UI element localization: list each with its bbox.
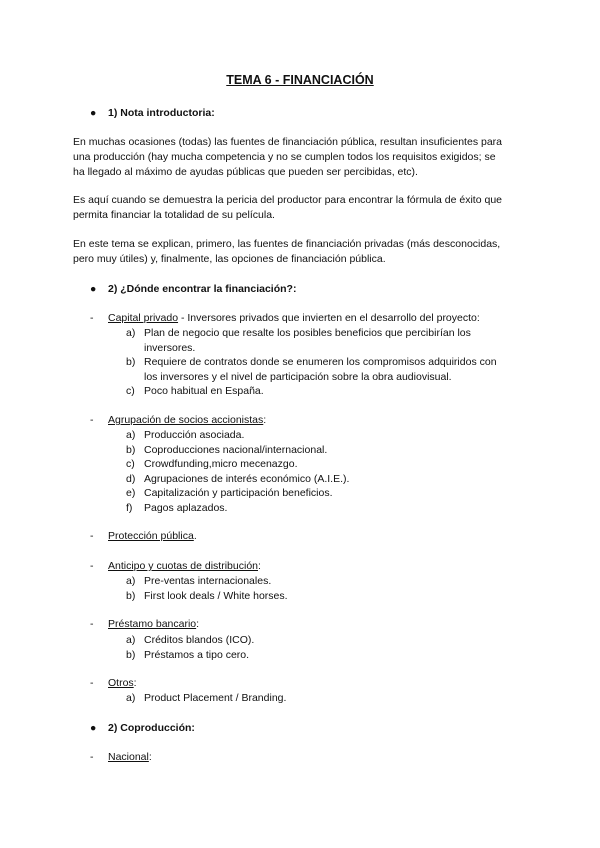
sub-item: [126, 326, 526, 355]
item-text: - Inversores privados que invierten en el desarrollo del proyecto:: [178, 312, 480, 324]
sub-item-marker: a): [126, 327, 136, 339]
list-item-capital-privado: [90, 312, 480, 324]
sub-item: [126, 633, 526, 648]
dash-marker: -: [90, 560, 94, 572]
item-label: Capital privado: [108, 312, 179, 324]
item-label: Préstamo bancario: [108, 618, 197, 630]
sub-item: [126, 472, 526, 487]
list-item-prestamo-bancario: [90, 618, 199, 630]
sub-item: [126, 648, 526, 663]
bullet-icon: ●: [90, 722, 97, 734]
sub-item-marker: c): [126, 385, 135, 397]
sub-item: [126, 574, 526, 589]
dash-marker: -: [90, 618, 94, 630]
item-text: :: [263, 414, 267, 426]
item-text: :: [148, 751, 152, 763]
paragraph-line: permita financiar la totalidad de su película.: [73, 209, 275, 221]
heading-text: 1) Nota introductoria:: [108, 107, 215, 119]
dash-marker: -: [90, 751, 94, 763]
sub-item-marker: a): [126, 575, 136, 587]
sub-item-text: Pre-ventas internacionales.: [144, 575, 272, 587]
sub-item-text: Producción asociada.: [144, 429, 245, 441]
sub-item: [126, 589, 526, 604]
section-heading-nota-introductoria: [90, 107, 215, 119]
heading-text: 2) ¿Dónde encontrar la financiación?:: [108, 283, 297, 295]
item-text: .: [193, 530, 197, 542]
bullet-icon: ●: [90, 283, 97, 295]
sub-item: [126, 443, 526, 458]
list-item-proteccion-publica: [90, 530, 197, 542]
sub-item-text: inversores.: [144, 341, 196, 354]
sub-item-text: Préstamos a tipo cero.: [144, 649, 250, 661]
paragraph-line: Es aquí cuando se demuestra la pericia del productor para encontrar la fórmula de éxito que: [73, 194, 503, 206]
list-item-otros: [90, 677, 137, 689]
sub-item-marker: a): [126, 634, 136, 646]
item-label: Otros: [108, 677, 134, 689]
paragraph-line: En este tema se explican, primero, las fuentes de financiación privadas (más desconocidas,: [73, 238, 501, 250]
sub-item: [126, 501, 526, 516]
sub-item-marker: b): [126, 444, 136, 456]
dash-marker: -: [90, 414, 94, 426]
heading-text: 2) Coproducción:: [108, 722, 195, 734]
dash-marker: -: [90, 312, 94, 324]
section-heading-donde-encontrar: [90, 283, 296, 295]
paragraph-line: pero muy útiles) y, finalmente, las opciones de financiación pública.: [73, 253, 386, 265]
section-heading-coproduccion: [90, 722, 195, 734]
sub-item: [126, 384, 526, 399]
sub-item-text: Créditos blandos (ICO).: [144, 634, 255, 646]
paragraph-line: una producción (hay mucha competencia y no se cumplen todos los requisitos exigidos; se: [73, 151, 496, 163]
dash-marker: -: [90, 677, 94, 689]
item-label: Protección pública: [108, 530, 194, 542]
sub-item-marker: b): [126, 590, 136, 602]
paragraph: [73, 193, 533, 223]
page-title: TEMA 6 - FINANCIACIÓN: [226, 73, 374, 87]
sub-item-marker: a): [126, 429, 136, 441]
sub-item-text: Crowdfunding,micro mecenazgo.: [144, 458, 298, 470]
sub-item-marker: a): [126, 692, 136, 704]
sub-item-text: Product Placement / Branding.: [144, 692, 287, 704]
item-label: Anticipo y cuotas de distribución: [108, 560, 258, 572]
item-text: :: [196, 618, 200, 630]
sub-item-marker: d): [126, 473, 136, 485]
paragraph-line: ha llegado al máximo de ayudas públicas que pueden ser percibidas, etc).: [73, 166, 418, 178]
paragraph: [73, 135, 533, 180]
sub-item-text: Capitalización y participación beneficios.: [144, 487, 333, 499]
sub-item-text: Agrupaciones de interés económico (A.I.E.).: [144, 473, 350, 485]
sub-item: [126, 457, 526, 472]
list-item-anticipo-cuotas: [90, 560, 261, 572]
sub-item-marker: b): [126, 356, 136, 368]
dash-marker: -: [90, 530, 94, 542]
sub-item-text: Poco habitual en España.: [144, 385, 264, 397]
item-text: :: [133, 677, 137, 689]
paragraph: [73, 237, 533, 267]
paragraph-line: En muchas ocasiones (todas) las fuentes de financiación pública, resultan insuficientes para: [73, 136, 502, 148]
bullet-icon: ●: [90, 107, 97, 119]
item-label: Agrupación de socios accionistas: [108, 414, 264, 426]
list-item-agrupacion-socios: [90, 414, 266, 426]
item-label: Nacional: [108, 751, 149, 763]
sub-item: [126, 691, 526, 706]
sub-item-marker: c): [126, 458, 135, 470]
sub-item-text: Pagos aplazados.: [144, 502, 228, 514]
sub-item-text: los inversores y el nivel de participación sobre la obra audiovisual.: [144, 370, 452, 383]
list-item-nacional: [90, 751, 152, 763]
sub-item-text: Coproducciones nacional/internacional.: [144, 444, 328, 456]
sub-item-text: First look deals / White horses.: [144, 590, 288, 602]
sub-item: [126, 355, 526, 384]
sub-item-text: Requiere de contratos donde se enumeren los compromisos adquiridos con: [144, 356, 497, 368]
item-text: :: [258, 560, 261, 572]
sub-item-text: Plan de negocio que resalte los posibles beneficios que percibirían los: [144, 327, 471, 339]
sub-item-marker: f): [126, 502, 133, 514]
sub-item: [126, 428, 526, 443]
sub-item-marker: e): [126, 487, 136, 499]
sub-item-marker: b): [126, 649, 136, 661]
sub-item: [126, 486, 526, 501]
